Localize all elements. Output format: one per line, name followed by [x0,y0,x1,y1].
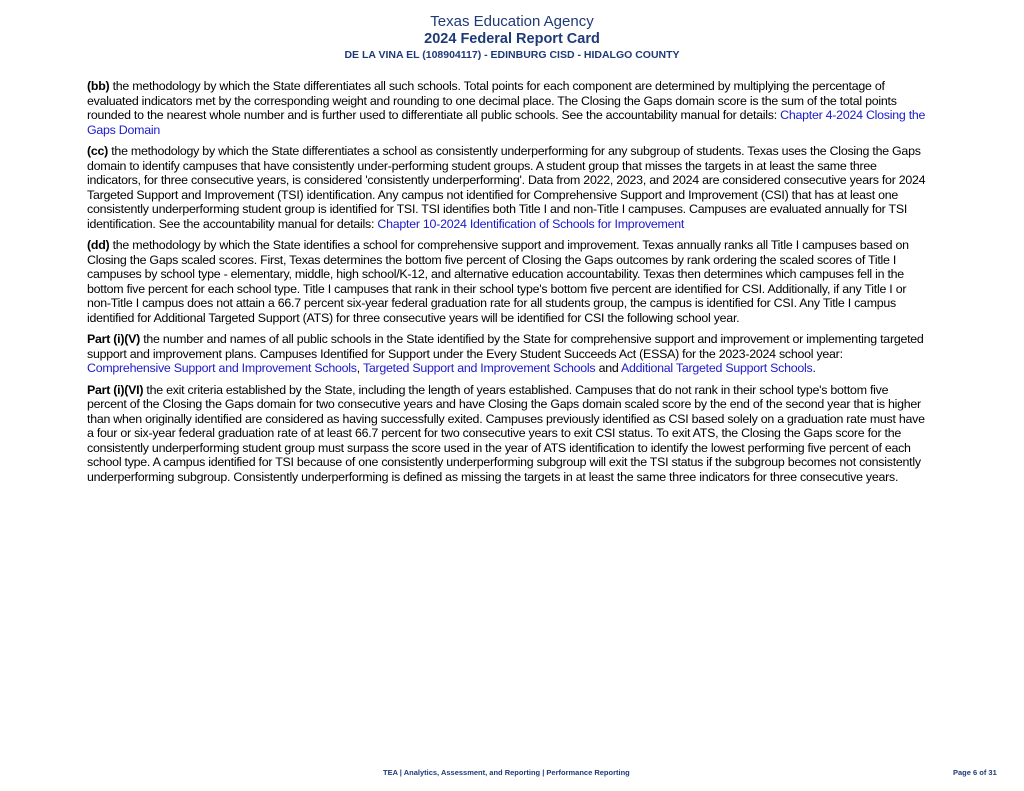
section-part-v [87,332,929,376]
section-dd [87,238,929,325]
footer-credit: TEA | Analytics, Assessment, and Reporting | Performance Reporting [383,768,630,777]
section-cc [87,144,929,231]
identification-chapter-link[interactable]: Chapter 10-2024 Identification of Schools for Improvement [377,216,685,231]
section-bb [87,79,929,137]
separator: , [356,361,363,375]
section-label: (cc) [87,144,109,158]
section-label: (dd) [87,238,110,252]
section-text: the methodology by which the State differentiates all such schools. Total points for each component are determined by multiplying the percentage of evaluated indicators met by the corresponding weight and rounding to one decimal place. The Closing the Gaps domain score is the sum of the total points rounded to the nearest whole number and is further used to differentiate all public schools. See the accountability manual for details: [87,79,897,122]
separator: and [595,361,622,375]
page-header [0,13,1024,62]
campus-subtitle: DE LA VINA EL (108904117) - EDINBURG CISD - HIDALGO COUNTY [344,49,680,61]
section-text: the methodology by which the State differentiates a school as consistently underperforming for any subgroup of students. Texas uses the Closing the Gaps domain to identify campuses that have consistently under-performing student groups. A student group that misses the targets in at least the same three indicators, for three consecutive years, is considered 'consistently underperforming'. Data from 2022, 2023, and 2024 are considered consecutive years for 2024 Targeted Support and Improvement (TSI) identification. Any campus not identified for Comprehensive Support and Improvement (CSI) that has at least one consistently underperforming student group is identified for TSI. TSI identifies both Title I and non-Title I campuses. Campuses are evaluated annually for TSI identification. See the accountability manual for details: [87,144,926,231]
section-label: (bb) [87,79,110,93]
page-number: Page 6 of 31 [953,768,997,777]
report-body [87,79,929,491]
section-part-vi [87,383,929,485]
closing-gaps-chapter-link[interactable]: Chapter 4-2024 Closing the Gaps Domain [87,108,926,137]
ats-schools-link[interactable]: Additional Targeted Support Schools [621,361,813,375]
tsi-schools-link[interactable]: Targeted Support and Improvement Schools [362,361,596,375]
section-text: the methodology by which the State identifies a school for comprehensive support and improvement. Texas annually ranks all Title I campuses based on Closing the Gaps scaled scores. First, Texas determines the bottom five percent of Closing the Gaps outcomes by rank ordering the scaled scores of Title I campuses by school type - elementary, middle, high school/K-12, and alternative education accountability. Texas then determines which campuses fell in the bottom five percent for each school type. Title I campuses that rank in their school type's bottom five percent are identified for CSI. Additionally, if any Title I or non-Title I campus does not attain a 66.7 percent six-year federal graduation rate for all students group, the campus is identified for CSI. Any Title I campus identified for Additional Targeted Support (ATS) for three consecutive years will be identified for CSI the following school year. [87,238,909,325]
section-label: Part (i)(VI) [87,382,144,397]
report-title: 2024 Federal Report Card [424,31,600,47]
period: . [812,361,816,375]
agency-name: Texas Education Agency [430,13,594,30]
section-label: Part (i)(V) [87,332,141,346]
section-text: the exit criteria established by the State, including the length of years established. Campuses that do not rank in their school type's bottom five percent of the Closing the Gaps domain for two consecutive years and have Closing the Gaps domain scaled score by the end of the second year that is higher than when originally identified are considered as having successfully exited. Campuses previously identified as CSI based solely on a graduation rate must have a four or six-year federal graduation rate of at least 66.7 percent for two consecutive years to exit CSI status. To exit ATS, the Closing the Gaps score for the consistently underperforming student group must surpass the score used in the year of ATS identification to identify the lowest performing five percent of each school type. A campus identified for TSI because of one consistently underperforming subgroup will exit the TSI status if the subgroup becomes not consistently underperforming subgroup. Consistently underperforming is defined as missing the targets in at least the same three indicators for three consecutive years. [87,382,925,484]
section-text: the number and names of all public schools in the State identified by the State for comprehensive support and improvement or implementing targeted support and improvement plans. Campuses Identified for Support under the Every Student Succeeds Act (ESSA) for the 2023-2024 school year: [87,332,924,361]
csi-schools-link[interactable]: Comprehensive Support and Improvement Schools [87,361,357,375]
